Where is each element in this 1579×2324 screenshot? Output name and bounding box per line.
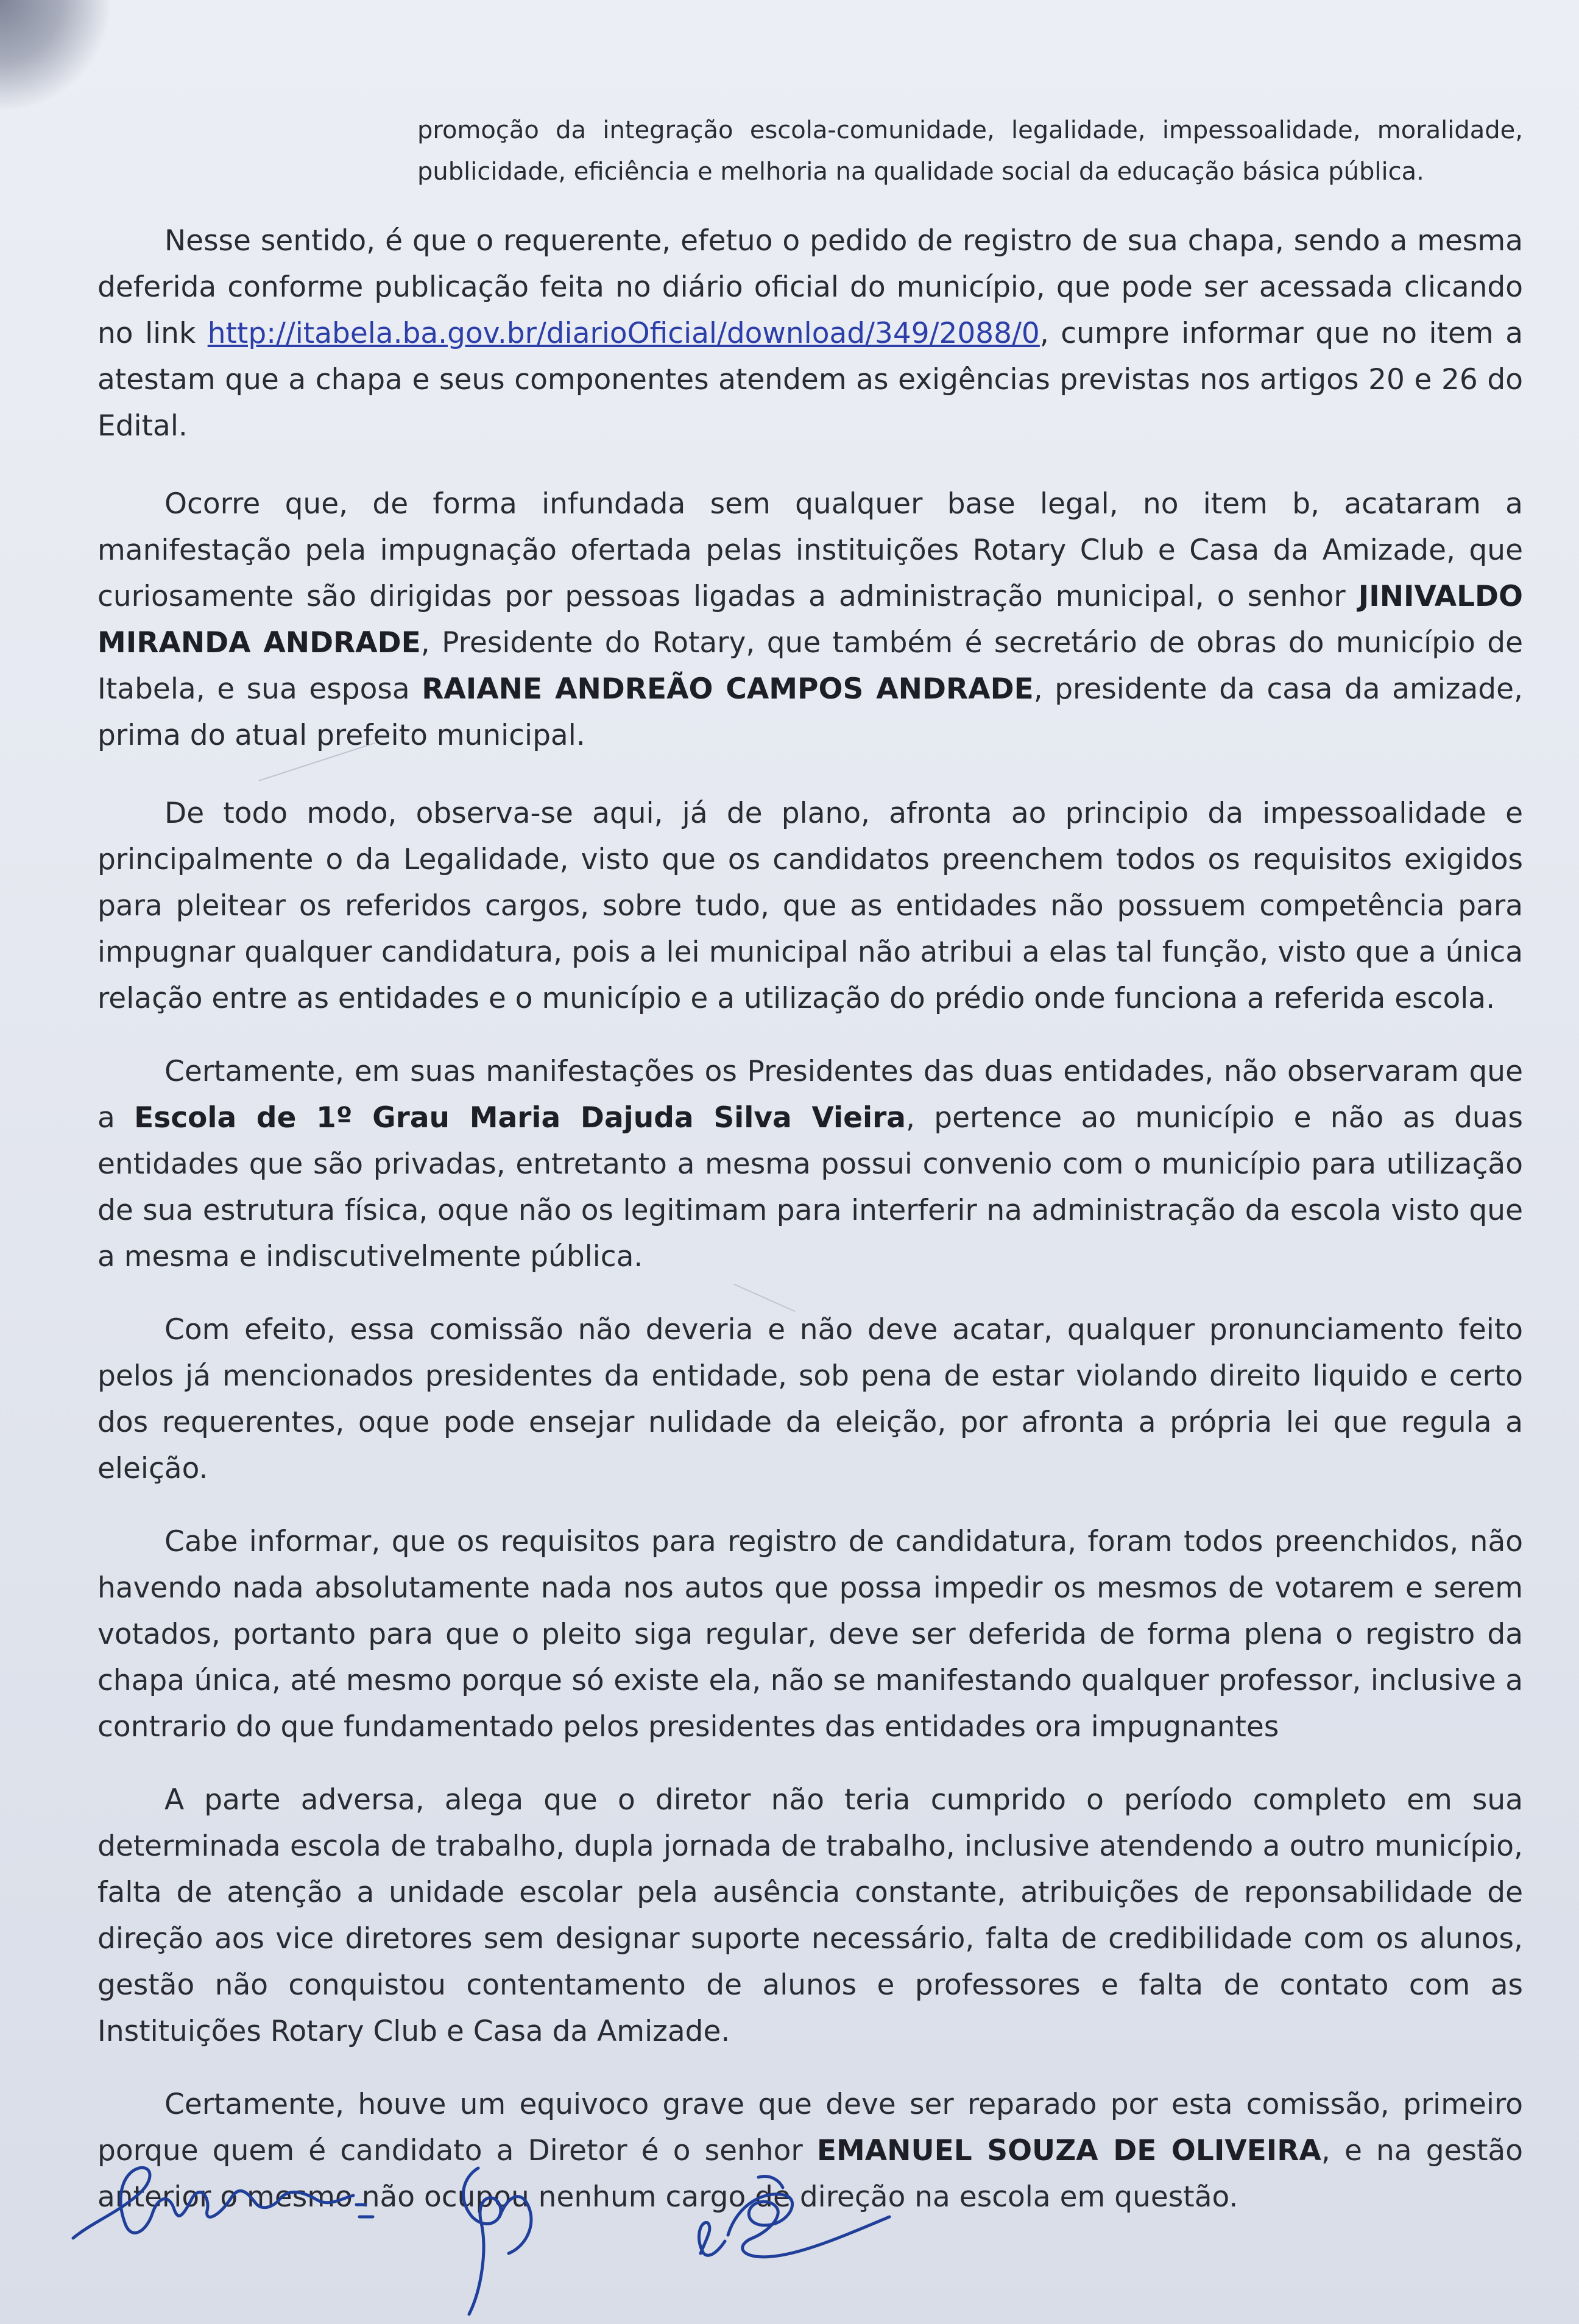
paragraph-registration [97, 218, 1523, 449]
paragraph-text: Certamente, em suas manifestações os Presidentes das duas entidades, não observaram que a [97, 1055, 1523, 1135]
paragraph-requirements: Cabe informar, que os requisitos para registro de candidatura, foram todos preenchidos, não havendo nada absolutamente nada nos autos que possa impedir os mesmos de votarem e serem votados, portanto para que o pleito siga regular, deve ser deferida de forma plena o registro da chapa única, até mesmo porque só existe ela, não se manifestando qualquer professor, inclusive a contrario do que fundamentado pelos presidentes das entidades ora impugnantes [97, 1525, 1523, 1744]
person-name: JINIVALDO MIRANDA ANDRADE [97, 580, 1523, 660]
paragraph-commission: Com efeito, essa comissão não deveria e não deve acatar, qualquer pronunciamento feito pelos já mencionados presidentes da entidade, sob pena de estar violando direito liquido e certo dos requerentes, oque pode ensejar nulidade da eleição, por afronta a própria lei que regula a eleição. [97, 1313, 1523, 1485]
lead-paragraph: promoção da integração escola-comunidade, legalidade, impessoalidade, moralidade, publicidade, eficiência e melhoria na qualidade social da educação básica pública. [417, 116, 1523, 186]
school-name: Escola de 1º Grau Maria Dajuda Silva Vieira [134, 1101, 906, 1135]
signature-area [0, 2132, 1579, 2324]
paragraph-text: , pertence ao município e não as duas entidades que são privadas, entretanto a mesma possui convenio com o município para utilização de sua estrutura física, oque não os legitimam para interferir na administração da escola visto que a mesma e indiscutivelmente pública. [97, 1101, 1524, 1273]
signature-2 [464, 2168, 531, 2314]
paragraph-legality: De todo modo, observa-se aqui, já de plano, afronta ao principio da impessoalidade e principalmente o da Legalidade, visto que os candidatos preenchem todos os requisitos exigidos para pleitear os referidos cargos, sobre tudo, que as entidades não possuem competência para impugnar qualquer candidatura, pois a lei municipal não atribui a elas tal função, visto que a única relação entre as entidades e o município e a utilização do prédio onde funciona a referida escola. [97, 797, 1523, 1015]
signatures-svg [0, 2132, 1579, 2324]
paragraph-text: , e na gestão anterior o mesmo não ocupou nenhum cargo de direção na escola em questão. [97, 2134, 1523, 2214]
paragraph-text: Nesse sentido, é que o requerente, efetuo o pedido de registro de sua chapa, sendo a mesma deferida conforme publicação feita no diário oficial do município, que pode ser acessada clicando no link [97, 224, 1523, 350]
paragraph-school [97, 1049, 1523, 1280]
paragraph-text: Ocorre que, de forma infundada sem qualquer base legal, no item b, acataram a manifestação pela impugnação ofertada pelas instituições Rotary Club e Casa da Amizade, que curiosamente são dirigidas por pessoas ligadas a administração municipal, o senhor [97, 487, 1523, 613]
signature-3 [699, 2177, 889, 2257]
paragraph-adverse-party: A parte adversa, alega que o diretor não teria cumprido o período completo em sua determinada escola de trabalho, dupla jornada de trabalho, inclusive atendendo a outro município, falta de atenção a unidade escolar pela ausência constante, atribuições de reponsabilidade de direção aos vice diretores sem designar suporte necessário, falta de credibilidade com os alunos, gestão não conquistou contentamento de alunos e professores e falta de contato com as Instituições Rotary Club e Casa da Amizade. [97, 1783, 1523, 2048]
signature-1 [73, 2167, 373, 2238]
paragraph-impugnation [97, 481, 1523, 759]
document-body [97, 110, 1523, 2220]
paragraph-text: , Presidente do Rotary, que também é secretário de obras do município de Itabela, e sua esposa [97, 626, 1524, 706]
paragraph-text: , presidente da casa da amizade, prima do atual prefeito municipal. [97, 672, 1523, 752]
diario-oficial-link[interactable]: http://itabela.ba.gov.br/diarioOficial/download/349/2088/0 [207, 317, 1040, 350]
page-corner-shadow [0, 0, 110, 110]
paragraph-text: Certamente, houve um equivoco grave que deve ser reparado por esta comissão, primeiro porque quem é candidato a Diretor é o senhor [97, 2088, 1523, 2167]
person-name: RAIANE ANDREÃO CAMPOS ANDRADE [422, 672, 1034, 706]
person-name: EMANUEL SOUZA DE OLIVEIRA [816, 2134, 1321, 2167]
paragraph-text: , cumpre informar que no item a atestam que a chapa e seus componentes atendem as exigências previstas nos artigos 20 e 26 do Edital. [97, 317, 1523, 443]
